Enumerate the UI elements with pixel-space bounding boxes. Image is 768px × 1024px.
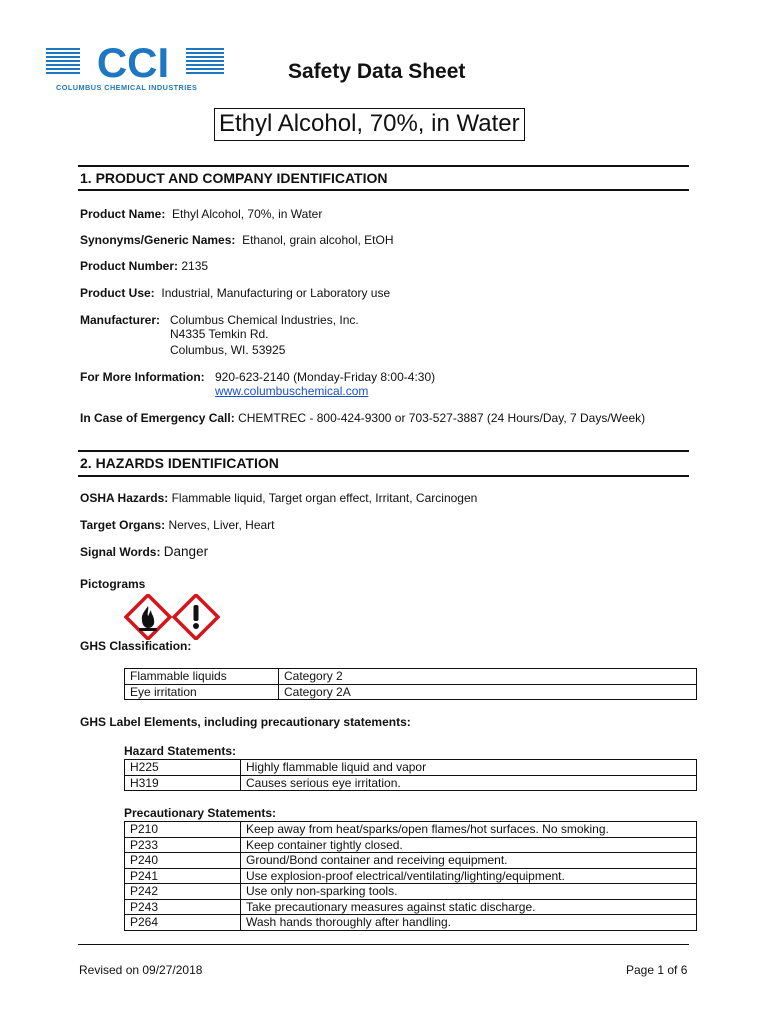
hazard-statements-label: Hazard Statements: <box>124 744 237 758</box>
more-info-label: For More Information: <box>80 370 205 384</box>
table-cell: Use explosion-proof electrical/ventilating/lighting/equipment. <box>241 868 697 884</box>
signal-label: Signal Words: <box>80 545 161 559</box>
flame-pictogram-icon <box>126 595 170 639</box>
table-row <box>125 684 697 700</box>
target-organs-row <box>80 518 275 532</box>
revised-date: Revised on 09/27/2018 <box>79 963 203 977</box>
section-rule-bottom <box>78 189 689 191</box>
ghs-classification-label: GHS Classification: <box>80 639 192 653</box>
product-number-row <box>80 259 208 273</box>
ghs-classification-table <box>124 668 697 700</box>
table-row <box>125 760 697 776</box>
precautionary-statements-table <box>124 821 697 931</box>
manufacturer-line-1: Columbus Chemical Industries, Inc. <box>170 313 359 327</box>
section-2-heading: 2. HAZARDS IDENTIFICATION <box>80 455 279 471</box>
product-number-label: Product Number: <box>80 259 179 273</box>
table-cell: Keep container tightly closed. <box>241 837 697 853</box>
table-row <box>125 853 697 869</box>
emergency-row <box>80 411 645 425</box>
page-number: Page 1 of 6 <box>626 963 688 977</box>
table-cell: P264 <box>125 915 241 931</box>
hazard-statements-table <box>124 759 697 791</box>
table-row <box>125 915 697 931</box>
product-number-value: 2135 <box>181 259 209 273</box>
table-cell: H225 <box>125 760 241 776</box>
signal-row <box>80 545 208 559</box>
table-cell: Ground/Bond container and receiving equipment. <box>241 853 697 869</box>
table-cell: P243 <box>125 899 241 915</box>
synonyms-row <box>80 233 394 247</box>
manufacturer-label: Manufacturer: <box>80 313 161 327</box>
product-title: Ethyl Alcohol, 70%, in Water <box>214 108 525 141</box>
section-1-heading: 1. PRODUCT AND COMPANY IDENTIFICATION <box>80 170 388 186</box>
table-row <box>125 775 697 791</box>
table-cell: P233 <box>125 837 241 853</box>
table-cell: P240 <box>125 853 241 869</box>
precautionary-statements-label: Precautionary Statements: <box>124 806 277 820</box>
product-name-value: Ethyl Alcohol, 70%, in Water <box>172 207 323 221</box>
synonyms-label: Synonyms/Generic Names: <box>80 233 236 247</box>
table-cell: Eye irritation <box>125 684 279 700</box>
manufacturer-line-2: N4335 Temkin Rd. <box>170 327 269 341</box>
table-cell: Causes serious eye irritation. <box>241 775 697 791</box>
table-cell: Keep away from heat/sparks/open flames/hot surfaces. No smoking. <box>241 822 697 838</box>
table-row <box>125 868 697 884</box>
cci-logo-icon <box>46 42 226 84</box>
table-cell: H319 <box>125 775 241 791</box>
osha-value: Flammable liquid, Target organ effect, Irritant, Carcinogen <box>171 491 478 505</box>
document-type: Safety Data Sheet <box>288 60 466 83</box>
table-cell: Highly flammable liquid and vapor <box>241 760 697 776</box>
signal-value: Danger <box>163 544 209 559</box>
table-cell: P210 <box>125 822 241 838</box>
table-row <box>125 884 697 900</box>
pictograms <box>124 594 220 640</box>
logo-tagline: COLUMBUS CHEMICAL INDUSTRIES <box>56 83 198 92</box>
table-cell: Flammable liquids <box>125 669 279 685</box>
product-name-label: Product Name: <box>80 207 166 221</box>
table-row <box>125 837 697 853</box>
table-row <box>125 822 697 838</box>
table-cell: Category 2 <box>279 669 697 685</box>
table-cell: Category 2A <box>279 684 697 700</box>
target-organs-label: Target Organs: <box>80 518 166 532</box>
table-row <box>125 899 697 915</box>
more-info-phone: 920-623-2140 (Monday-Friday 8:00-4:30) <box>215 370 436 384</box>
exclamation-pictogram-icon <box>174 595 218 639</box>
table-cell: Use only non-sparking tools. <box>241 884 697 900</box>
section-rule-bottom <box>78 475 689 477</box>
pictograms-label: Pictograms <box>80 577 146 591</box>
osha-row <box>80 491 477 505</box>
table-cell: Wash hands thoroughly after handling. <box>241 915 697 931</box>
emergency-label: In Case of Emergency Call: <box>80 411 235 425</box>
website-link[interactable]: www.columbuschemical.com <box>215 384 369 398</box>
table-cell: Take precautionary measures against static discharge. <box>241 899 697 915</box>
footer-rule <box>78 944 689 945</box>
section-rule-top <box>78 450 689 452</box>
product-use-row <box>80 286 390 300</box>
table-cell: P241 <box>125 868 241 884</box>
logo-wordmark: CCI <box>96 42 170 84</box>
osha-label: OSHA Hazards: <box>80 491 169 505</box>
synonyms-value: Ethanol, grain alcohol, EtOH <box>242 233 394 247</box>
section-rule-top <box>78 165 689 167</box>
emergency-value: CHEMTREC - 800-424-9300 or 703-527-3887 (24 Hours/Day, 7 Days/Week) <box>238 411 646 425</box>
target-organs-value: Nerves, Liver, Heart <box>168 518 275 532</box>
product-name-row <box>80 207 322 221</box>
product-use-value: Industrial, Manufacturing or Laboratory use <box>161 286 391 300</box>
table-row <box>125 669 697 685</box>
company-logo <box>46 42 226 98</box>
manufacturer-line-3: Columbus, WI. 53925 <box>170 343 286 357</box>
label-elements-heading: GHS Label Elements, including precautionary statements: <box>80 715 411 729</box>
table-cell: P242 <box>125 884 241 900</box>
product-use-label: Product Use: <box>80 286 155 300</box>
